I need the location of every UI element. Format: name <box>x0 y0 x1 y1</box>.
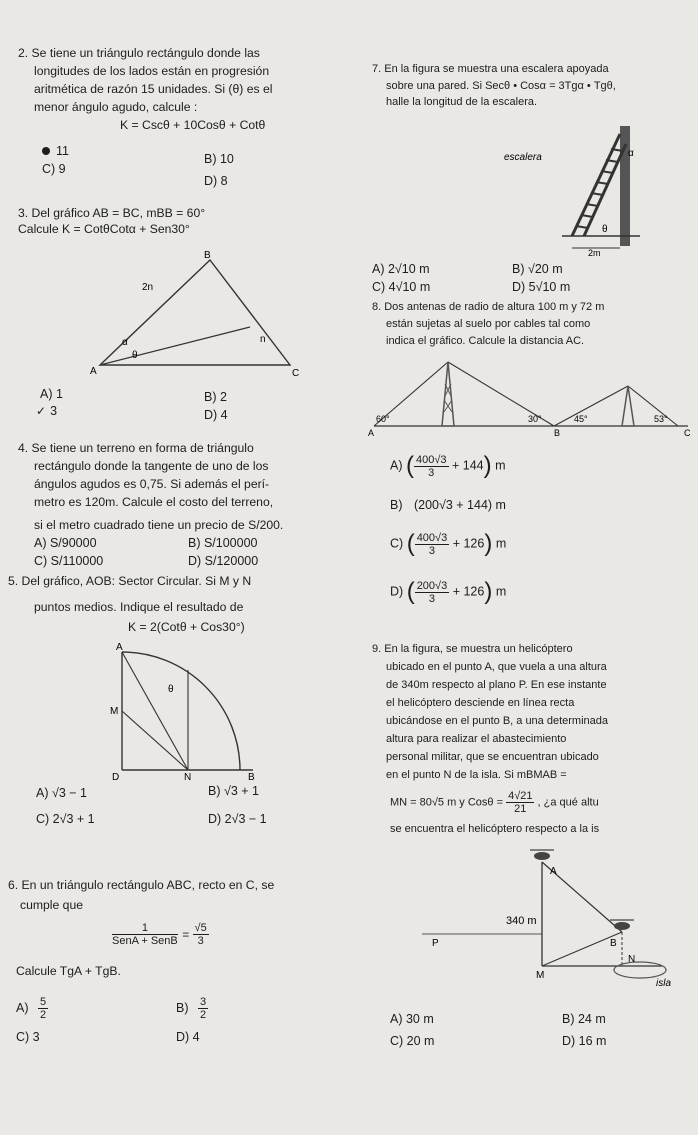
q4-line-5: si el metro cuadrado tiene un precio de S/200. <box>34 518 284 532</box>
q2-formula: K = Cscθ + 10Cosθ + Cotθ <box>120 118 266 132</box>
q9-line-1: 9. En la figura, se muestra un helicóptero <box>372 643 573 655</box>
q3-line-2: Calcule K = CotθCotα + Sen30° <box>18 222 190 236</box>
q3-option-c: ✓ 3 <box>36 404 58 418</box>
q2-option-b: B) 10 <box>204 152 234 166</box>
q5-option-a: A) √3 − 1 <box>36 786 87 800</box>
q2-line-3: aritmética de razón 15 unidades. Si (θ) es el <box>34 82 273 96</box>
q9-line-6: altura para realizar el abastecimiento <box>386 733 567 745</box>
q6-frac2-den: 3 <box>197 935 204 947</box>
q7-option-d: D) 5√10 m <box>512 280 571 294</box>
q9-label-m: M <box>536 970 545 981</box>
q9-option-a: A) 30 m <box>390 1012 434 1026</box>
q3-label-a: A <box>90 366 97 377</box>
q3-option-d: D) 4 <box>204 408 228 422</box>
q9-line-5: ubicándose en el punto B, a una determinada <box>386 715 608 727</box>
q9-line-4: el helicóptero desciende en línea recta <box>386 697 575 709</box>
q7-label-base: 2m <box>588 248 601 258</box>
q5-label-a: A <box>116 642 123 653</box>
q6-frac2-num: √5 <box>194 922 207 934</box>
q7-label-alpha: α <box>628 148 634 159</box>
q8-option-c: C) ( $\frac{400√3}{3}$ + 126) m <box>390 530 507 557</box>
q9-option-b: B) 24 m <box>562 1012 606 1026</box>
q6-line-1: 6. En un triángulo rectángulo ABC, recto en C, se <box>8 878 275 892</box>
q2-line-4: menor ángulo agudo, calcule : <box>34 100 198 114</box>
q7-line-1: 7. En la figura se muestra una escalera apoyada <box>372 63 609 75</box>
q3-option-b: B) 2 <box>204 390 227 404</box>
q9-condition: MN = 80√5 m y Cosθ = $\frac{4√21}{21}$ , ¿a qué altu <box>390 790 599 815</box>
q5-line-1: 5. Del gráfico, AOB: Sector Circular. Si M y N <box>8 574 252 588</box>
q9-label-n: N <box>628 954 636 965</box>
q2-line-1: 2. Se tiene un triángulo rectángulo donde las <box>18 46 260 60</box>
q9-label-a: A <box>550 866 557 877</box>
q6-option-d: D) 4 <box>176 1030 200 1044</box>
q3-label-n: n <box>260 334 266 345</box>
q4-option-d: D) S/120000 <box>188 554 259 568</box>
q3-label-c: C <box>292 368 300 379</box>
q8-label-60: 60° <box>376 414 390 424</box>
q7-label-escalera: escalera <box>504 152 542 163</box>
q5-label-b: B <box>248 772 255 780</box>
q8-label-b: B <box>554 428 561 438</box>
q6-frac1-num: 1 <box>112 922 178 935</box>
q4-option-c: C) S/110000 <box>34 554 104 568</box>
q8-label-53: 53° <box>654 414 668 424</box>
q5-label-theta: θ <box>168 684 174 695</box>
q6-equation: $\frac{1}{\text{SenA + SenB}}$ = $\frac{√5}{3}$ <box>112 922 207 947</box>
bullet-icon <box>42 147 50 155</box>
q6-line-2: cumple que <box>20 898 84 912</box>
q9-label-b: B <box>610 938 617 949</box>
q9-option-c: C) 20 m <box>390 1034 435 1048</box>
q4-line-2: rectángulo donde la tangente de uno de los <box>34 459 269 473</box>
q7-line-3: halle la longitud de la escalera. <box>386 96 538 108</box>
q5-line-2: puntos medios. Indique el resultado de <box>34 600 244 614</box>
q8-option-a: A) ( $\frac{400√3}{3}$ + 144) m <box>390 452 506 479</box>
q6-option-a: A) $\frac{5}{2}$ <box>16 996 47 1021</box>
q8-line-3: indica el gráfico. Calcule la distancia AC. <box>386 335 585 347</box>
q5-option-d: D) 2√3 − 1 <box>208 812 267 826</box>
q6-option-b: B) $\frac{3}{2}$ <box>176 996 207 1021</box>
q3-label-b: B <box>204 250 211 261</box>
q9-line-2: ubicado en el punto A, que vuela a una altura <box>386 661 607 673</box>
q7-label-theta: θ <box>602 224 608 235</box>
q4-line-4: metro es 120m. Calcule el costo del terreno, <box>34 495 274 509</box>
q4-option-b: B) S/100000 <box>188 536 258 550</box>
q4-option-a: A) S/90000 <box>34 536 97 550</box>
q9-label-p: P <box>432 938 439 949</box>
q7-option-c: C) 4√10 m <box>372 280 431 294</box>
q9-helicopter-figure <box>422 842 694 988</box>
q8-option-b: B) (200√3 + 144) m <box>390 498 506 512</box>
q3-option-a: A) 1 <box>40 387 63 401</box>
q8-label-45: 45° <box>574 414 588 424</box>
q6-frac1-den: SenA + SenB <box>112 935 178 947</box>
q4-line-1: 4. Se tiene un terreno en forma de triángulo <box>18 441 254 455</box>
q5-label-m: M <box>110 706 119 717</box>
q7-ladder-figure <box>502 118 652 258</box>
q9-option-d: D) 16 m <box>562 1034 607 1048</box>
q6-option-c: C) 3 <box>16 1030 40 1044</box>
q8-option-d: D) ( $\frac{200√3}{3}$ + 126) m <box>390 578 507 605</box>
q3-line-1: 3. Del gráfico AB = BC, mBB = 60° <box>18 206 206 220</box>
q9-label-340: 340 m <box>506 915 537 927</box>
q5-option-c: C) 2√3 + 1 <box>36 812 95 826</box>
q7-option-a: A) 2√10 m <box>372 262 430 276</box>
q8-antennas-figure <box>368 352 694 438</box>
q3-label-alpha: α <box>122 337 128 348</box>
q3-label-2n: 2n <box>142 282 154 293</box>
q3-label-theta: θ <box>132 350 138 361</box>
q9-line-3: de 340m respecto al plano P. En ese instante <box>386 679 607 691</box>
q6-ask: Calcule TgA + TgB. <box>16 964 121 978</box>
q8-line-2: están sujetas al suelo por cables tal como <box>386 318 591 330</box>
q9-label-isla: isla <box>656 978 672 988</box>
q5-sector-figure <box>108 640 268 780</box>
q7-line-2: sobre una pared. Si Secθ • Cosα = 3Tgα • Tgθ, <box>386 80 616 92</box>
q7-option-b: B) √20 m <box>512 262 563 276</box>
q4-line-3: ángulos agudos es 0,75. Si además el perí- <box>34 477 270 491</box>
helicopter-icon-top <box>530 850 554 860</box>
q9-last-line: se encuentra el helicóptero respecto a la is <box>390 823 600 835</box>
check-mark-icon: ✓ <box>36 404 47 418</box>
q8-label-30: 30° <box>528 414 542 424</box>
q5-label-d: D <box>112 772 120 780</box>
q8-line-1: 8. Dos antenas de radio de altura 100 m y 72 m <box>372 301 605 313</box>
q5-label-n: N <box>184 772 192 780</box>
q5-option-b: B) √3 + 1 <box>208 784 259 798</box>
q5-formula: K = 2(Cotθ + Cos30°) <box>128 620 245 634</box>
q8-label-a: A <box>368 428 375 438</box>
q2-option-a: 11 <box>42 144 69 158</box>
q2-option-d: D) 8 <box>204 174 228 188</box>
q9-line-8: en el punto N de la isla. Si mBMAB = <box>386 769 567 781</box>
q8-label-c: C <box>684 428 691 438</box>
q9-line-7: personal militar, que se encuentran ubicado <box>386 751 599 763</box>
q2-line-2: longitudes de los lados están en progresión <box>34 64 270 78</box>
q2-option-c: C) 9 <box>42 162 66 176</box>
q3-triangle-figure <box>80 250 310 380</box>
